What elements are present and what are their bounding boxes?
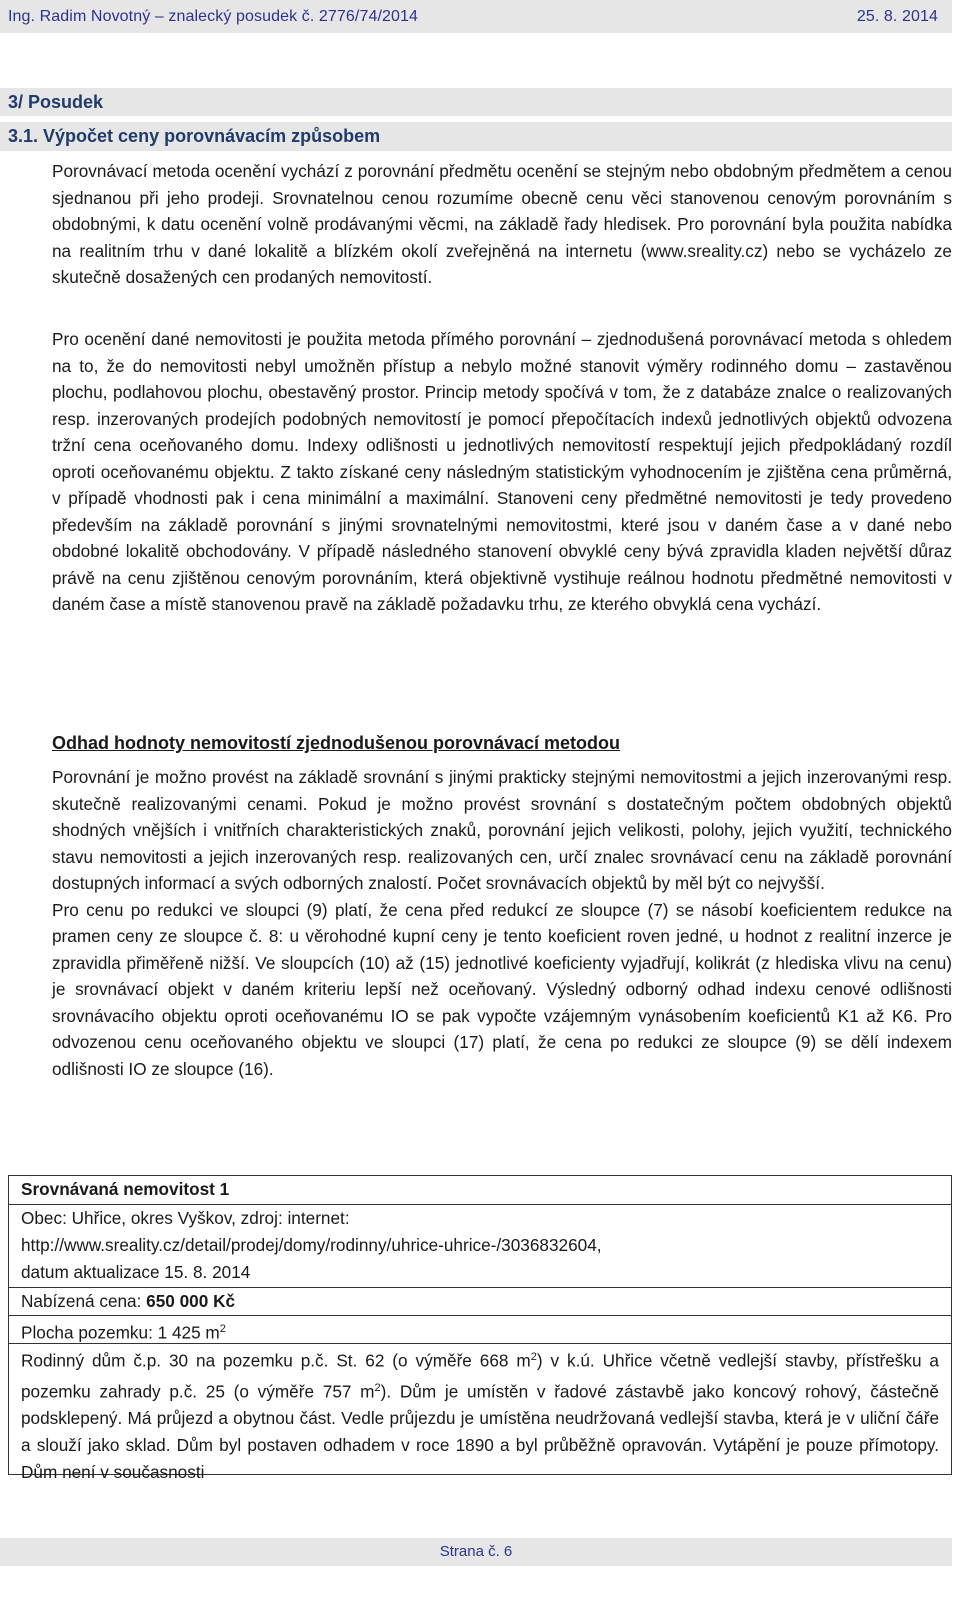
method-block (52, 326, 952, 618)
desc-part-b: ) v k.ú. Uhřice včetně vedlejší stavby, přístřešku a pozemku zahrady p.č. 25 (o výměře 757 m (21, 1350, 939, 1402)
paragraph-method-intro: Porovnávací metoda ocenění vychází z porovnání předmětu ocenění se stejným nebo obdobným předmětem a cenou sjednanou při jeho prodeji. Srovnatelnou cenou rozumíme obecně cenu věci stanovenou cenovým porovnáním s obdobnými, k datu ocenění volně prodávanými věcmi, na základě řady hledisek. Pro porovnání byla použita nabídka na realitním trhu v dané lokalitě a blízkém okolí zveřejněná na internetu (www.sreality.cz) nebo se vycházelo ze skutečně dosažených cen prodaných nemovitostí. (52, 161, 952, 287)
estimate-block (52, 764, 952, 1082)
paragraph-method-detail: Pro ocenění dané nemovitosti je použita metoda přímého porovnání – zjednodušená porovnávací metoda s ohledem na to, že do nemovitosti nebyl umožněn přístup a nebylo možné stanovit výměry rodinného domu – zastavěnou plochu, podlahovou plochu, obestavěný prostor. Princip metody spočívá v tom, že z databáze znalce o realizovaných resp. inzerovaných prodejích podobných nemovitostí je pomocí přepočítacích indexů jednotlivých objektů odvozena tržní cena oceňovaného domu. Indexy odlišnosti u jednotlivých nemovitostí respektují jejich předpokládaný rozdíl oproti oceňovanému objektu. Z takto získané ceny následným statistickým vyhodnocením je zjištěna cena průměrná, v případě vhodnosti pak i cena minimální a maximální. Stanoveni ceny předmětné nemovitosti je tedy provedeno především na základě porovnání s jinými srovnatelnými nemovitostmi, které jsou v daném čase a v dané nebo obdobné lokalitě obchodovány. V případě následného stanovení obvyklé ceny bývá zpravidla kladen největší důraz právě na cenu zjištěnou cenovým porovnáním, která objektivně vystihuje reálnou hodnotu předmětné nemovitosti v daném čase a místě stanovenou pravě na základě požadavku trhu, ze kterého obvyklá cena vychází. (52, 329, 952, 614)
property-source-date: datum aktualizace 15. 8. 2014 (21, 1262, 251, 1282)
page-footer: Strana č. 6 (0, 1538, 952, 1566)
paragraph-reduction: Pro cenu po redukci ve sloupci (9) platí, že cena před redukcí ze sloupce (7) se násobí koeficientem redukce na pramen ceny ze sloupce č. 8: u věrohodné kupní ceny je tento koeficient roven jedné, u hodnot z realitní inzerce je zpravidla přiměřeně nižší. Ve sloupcích (10) až (15) jednotlivé koeficienty vyjadřují, kolikrát (z hlediska vlivu na cenu) je srovnávací objekt v daném kriteriu lepší než oceňovaný. Výsledný odborný odhad indexu cenové odlišnosti srovnávacího objektu oproti oceňovanému IO se pak vypočte vzájemným vynásobením koeficientů K1 až K6. Pro odvozenou cenu oceňovaného objektu ve sloupci (17) platí, že cena po redukci ze sloupce (9) se dělí indexem odlišnosti IO ze sloupce (16). (52, 899, 952, 1079)
property-description (9, 1344, 951, 1483)
paragraph-comparison: Porovnání je možno provést na základě srovnání s jinými prakticky stejnými nemovitostmi a jejich inzerovanými resp. skutečně realizovanými cenami. Pokud je možno provést srovnání s dostatečným počtem obdobných objektů shodných vnějších i vnitřních charakteristických znaků, porovnání jejich velikosti, polohy, jejich využití, technického stavu nemovitosti a jejich inzerovaných resp. realizovaných cen, určí znalec srovnávací cenu na základě porovnání dostupných informací a svých odborných znalostí. Počet srovnávacích objektů by měl být co nejvyšší. (52, 767, 952, 893)
property-source (9, 1205, 951, 1288)
property-source-line: Obec: Uhřice, okres Vyškov, zdroj: internet: (21, 1208, 350, 1228)
sub-heading: Odhad hodnoty nemovitostí zjednodušenou porovnávací metodou (52, 733, 621, 753)
property-price (9, 1288, 951, 1316)
property-title: Srovnávaná nemovitost 1 (9, 1176, 951, 1205)
property-price-label: Nabízená cena: (21, 1291, 147, 1311)
property-source-url: http://www.sreality.cz/detail/prodej/domy/rodinny/uhrice-uhrice-/3036832604, (21, 1235, 602, 1255)
property-price-value: 650 000 Kč (146, 1291, 236, 1311)
property-plot-sup: 2 (219, 1323, 226, 1335)
header-date: 25. 8. 2014 (856, 7, 938, 25)
desc-sup-2: 2 (374, 1381, 381, 1394)
desc-sup-1: 2 (530, 1351, 537, 1363)
desc-part-c: ). Dům je umístěn v řadové zástavbě jako koncový rohový, částečně podsklepený. Má průjezd a obytnou část. Vedle průjezdu je umístěna neudržovaná vedlejší stavba, která je v uliční čáře a slouží jako sklad. Dům byl postaven odhadem v roce 1890 a byl průběžně opravován. Vytápění je pouze přímotopy. Dům není v současnosti (21, 1381, 939, 1483)
desc-part-a: Rodinný dům č.p. 30 na pozemku p.č. St. 62 (o výměře 668 m (21, 1350, 531, 1371)
property-description-text (21, 1344, 939, 1486)
property-box (8, 1175, 952, 1483)
subsection-title: 3.1. Výpočet ceny porovnávacím způsobem (0, 122, 952, 151)
page-header (0, 0, 952, 33)
section-title: 3/ Posudek (0, 88, 952, 116)
intro-block (52, 158, 952, 291)
header-document-title: Ing. Radim Novotný – znalecký posudek č. 2776/74/2014 (8, 7, 418, 25)
property-plot (9, 1316, 951, 1344)
property-plot-label: Plocha pozemku: 1 425 m (21, 1322, 220, 1343)
